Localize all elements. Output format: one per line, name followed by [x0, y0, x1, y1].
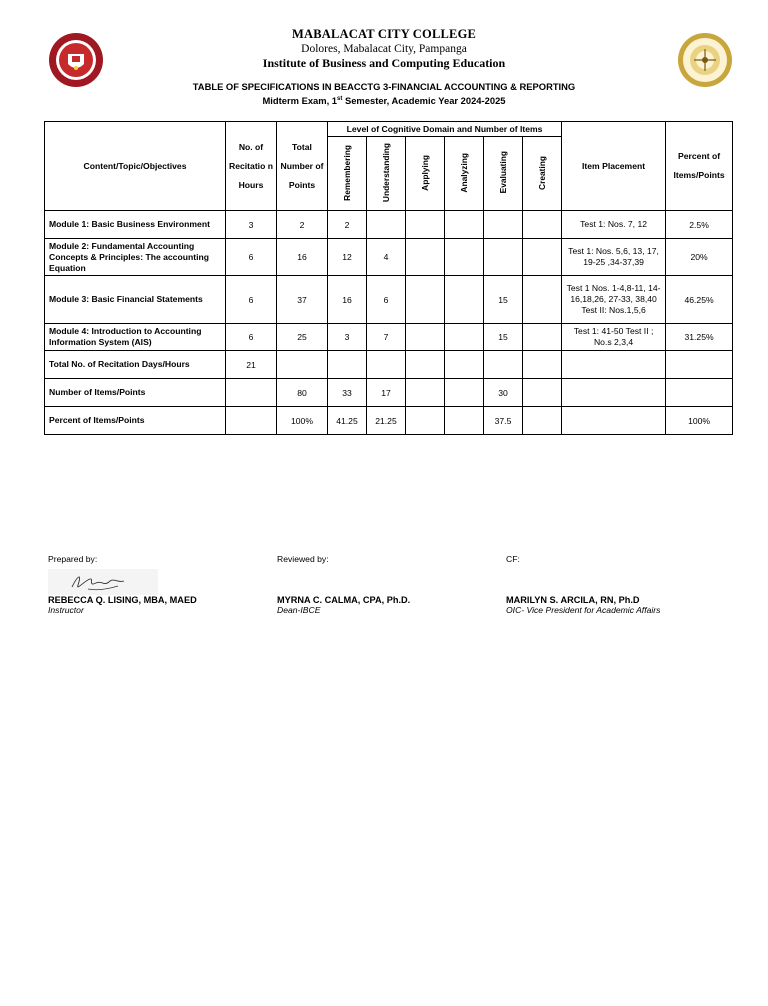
table-row [45, 276, 733, 324]
header-cognitive-domain: Level of Cognitive Domain and Number of Items [328, 122, 562, 137]
row-level-analyzing [445, 276, 484, 324]
document-header [0, 27, 768, 71]
row-percent: 100% [666, 407, 733, 435]
header-level-applying: Applying [406, 137, 445, 211]
row-label: Total No. of Recitation Days/Hours [45, 351, 226, 379]
header-level-remembering: Remembering [328, 137, 367, 211]
signature-block-reviewed [277, 554, 497, 615]
row-level-evaluating [484, 239, 523, 276]
row-points [277, 351, 328, 379]
signature-position: Instructor [48, 605, 84, 615]
row-percent: 20% [666, 239, 733, 276]
row-level-remembering: 41.25 [328, 407, 367, 435]
row-level-applying [406, 351, 445, 379]
row-level-remembering [328, 351, 367, 379]
row-level-evaluating: 37.5 [484, 407, 523, 435]
row-points: 100% [277, 407, 328, 435]
signature-block-prepared [48, 554, 248, 615]
header-level-creating: Creating [523, 137, 562, 211]
table-header-row [45, 122, 733, 137]
row-level-understanding: 21.25 [367, 407, 406, 435]
row-level-understanding: 17 [367, 379, 406, 407]
row-level-applying [406, 211, 445, 239]
row-points: 25 [277, 324, 328, 351]
handwritten-signature [48, 569, 158, 595]
row-level-creating [523, 379, 562, 407]
row-placement [562, 379, 666, 407]
row-level-applying [406, 324, 445, 351]
row-hours: 6 [226, 276, 277, 324]
row-points: 80 [277, 379, 328, 407]
row-hours [226, 407, 277, 435]
table-row [45, 351, 733, 379]
institute-name: Institute of Business and Computing Education [262, 56, 506, 70]
table-row [45, 407, 733, 435]
row-level-creating [523, 276, 562, 324]
row-placement [562, 407, 666, 435]
row-percent [666, 379, 733, 407]
row-level-remembering: 3 [328, 324, 367, 351]
signature-role: Reviewed by: [277, 554, 329, 564]
signature-position: OIC- Vice President for Academic Affairs [506, 605, 661, 615]
row-level-creating [523, 239, 562, 276]
row-level-analyzing [445, 239, 484, 276]
row-percent: 31.25% [666, 324, 733, 351]
row-hours: 6 [226, 324, 277, 351]
header-content: Content/Topic/Objectives [45, 122, 226, 211]
header-item-placement: Item Placement [562, 122, 666, 211]
header-level-understanding: Understanding [367, 137, 406, 211]
signature-name: REBECCA Q. LISING, MBA, MAED [48, 595, 197, 605]
row-points: 37 [277, 276, 328, 324]
row-level-remembering: 2 [328, 211, 367, 239]
row-placement: Test 1: Nos. 5,6, 13, 17, 19-25 ,34-37,39 [562, 239, 666, 276]
row-label: Module 2: Fundamental Accounting Concepts & Principles: The accounting Equation [45, 239, 226, 276]
college-address: Dolores, Mabalacat City, Pampanga [301, 43, 467, 55]
signature-block-cf [506, 554, 736, 615]
row-level-applying [406, 407, 445, 435]
row-hours: 21 [226, 351, 277, 379]
row-hours: 3 [226, 211, 277, 239]
table-row [45, 324, 733, 351]
specifications-table [44, 121, 733, 435]
row-percent: 46.25% [666, 276, 733, 324]
row-level-remembering: 12 [328, 239, 367, 276]
row-level-understanding: 6 [367, 276, 406, 324]
row-label: Module 4: Introduction to Accounting Information System (AIS) [45, 324, 226, 351]
row-placement: Test 1: 41-50 Test II ; No.s 2,3,4 [562, 324, 666, 351]
header-percent: Percent of Items/Points [666, 122, 733, 211]
header-level-evaluating: Evaluating [484, 137, 523, 211]
row-level-analyzing [445, 407, 484, 435]
table-row [45, 379, 733, 407]
row-placement: Test 1 Nos. 1-4,8-11, 14-16,18,26, 27-33, 38,40 Test II: Nos.1,5,6 [562, 276, 666, 324]
header-hours: No. of Recitatio n Hours [226, 122, 277, 211]
row-hours: 6 [226, 239, 277, 276]
row-level-creating [523, 407, 562, 435]
row-label: Module 1: Basic Business Environment [45, 211, 226, 239]
row-level-analyzing [445, 211, 484, 239]
row-placement [562, 351, 666, 379]
document-title: TABLE OF SPECIFICATIONS IN BEACCTG 3-FINANCIAL ACCOUNTING & REPORTING [192, 81, 576, 92]
document-subtitle: Midterm Exam, 1st Semester, Academic Year 2024-2025 [262, 95, 506, 107]
row-level-applying [406, 239, 445, 276]
table-row [45, 211, 733, 239]
row-label: Percent of Items/Points [45, 407, 226, 435]
signature-role: CF: [506, 554, 520, 564]
row-level-evaluating: 30 [484, 379, 523, 407]
row-level-remembering: 16 [328, 276, 367, 324]
row-label: Number of Items/Points [45, 379, 226, 407]
row-level-analyzing [445, 324, 484, 351]
signature-position: Dean-IBCE [277, 605, 321, 615]
row-level-evaluating [484, 351, 523, 379]
row-points: 2 [277, 211, 328, 239]
row-level-analyzing [445, 379, 484, 407]
row-level-applying [406, 379, 445, 407]
row-points: 16 [277, 239, 328, 276]
signature-name: MARILYN S. ARCILA, RN, Ph.D [506, 595, 640, 605]
row-placement: Test 1: Nos. 7, 12 [562, 211, 666, 239]
row-percent [666, 351, 733, 379]
row-level-understanding [367, 211, 406, 239]
row-level-evaluating: 15 [484, 276, 523, 324]
row-hours [226, 379, 277, 407]
row-level-creating [523, 211, 562, 239]
row-level-creating [523, 351, 562, 379]
row-level-understanding: 4 [367, 239, 406, 276]
header-level-analyzing: Analyzing [445, 137, 484, 211]
row-level-remembering: 33 [328, 379, 367, 407]
row-level-understanding: 7 [367, 324, 406, 351]
signature-role: Prepared by: [48, 554, 98, 564]
row-percent: 2.5% [666, 211, 733, 239]
header-points: Total Number of Points [277, 122, 328, 211]
row-level-understanding [367, 351, 406, 379]
college-name: MABALACAT CITY COLLEGE [291, 27, 477, 41]
row-level-evaluating [484, 211, 523, 239]
row-level-creating [523, 324, 562, 351]
row-level-analyzing [445, 351, 484, 379]
row-label: Module 3: Basic Financial Statements [45, 276, 226, 324]
document-title-block [0, 80, 768, 107]
signature-name: MYRNA C. CALMA, CPA, Ph.D. [277, 595, 411, 605]
row-level-applying [406, 276, 445, 324]
row-level-evaluating: 15 [484, 324, 523, 351]
table-row [45, 239, 733, 276]
